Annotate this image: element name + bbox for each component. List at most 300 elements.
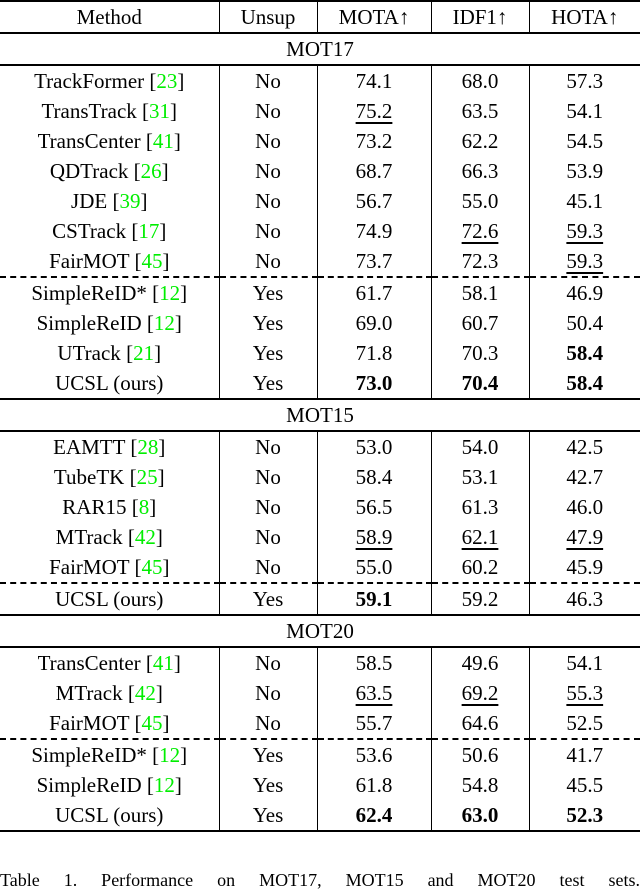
metric-value: 63.5 xyxy=(461,99,499,123)
citation-bracket-open: [ xyxy=(133,159,141,183)
method-cell xyxy=(0,678,219,708)
method-cell xyxy=(0,156,219,186)
mota-cell xyxy=(317,492,431,522)
metric-value: 55.3 xyxy=(566,681,604,705)
metric-value: 64.6 xyxy=(461,711,499,735)
method-cell xyxy=(0,96,219,126)
citation-bracket-open: [ xyxy=(131,219,139,243)
table-row xyxy=(0,368,640,399)
metric-value: 70.4 xyxy=(461,371,499,395)
citation-bracket-open: [ xyxy=(145,651,153,675)
method-cell xyxy=(0,186,219,216)
metric-value: 47.9 xyxy=(566,525,604,549)
hota-cell xyxy=(529,492,640,522)
idf1-cell xyxy=(431,277,529,308)
idf1-cell xyxy=(431,647,529,678)
idf1-cell xyxy=(431,65,529,96)
hota-cell xyxy=(529,647,640,678)
citation-bracket-close: ] xyxy=(140,189,148,213)
idf1-cell xyxy=(431,308,529,338)
table-row xyxy=(0,277,640,308)
method-cell xyxy=(0,246,219,277)
col-header-hota: HOTA↑ xyxy=(529,1,640,33)
metric-value: 70.3 xyxy=(461,341,499,365)
method-name: UTrack xyxy=(57,341,121,365)
citation-bracket-close: ] xyxy=(154,341,162,365)
citation-link[interactable]: 45 xyxy=(141,555,163,579)
hota-cell xyxy=(529,800,640,831)
unsup-cell: Yes xyxy=(219,308,317,338)
unsup-cell: No xyxy=(219,156,317,186)
method-cell xyxy=(0,65,219,96)
table-row xyxy=(0,186,640,216)
idf1-cell xyxy=(431,583,529,615)
citation-link[interactable]: 41 xyxy=(152,129,174,153)
citation-bracket-close: ] xyxy=(173,129,181,153)
method-name: EAMTT xyxy=(53,435,126,459)
method-name: MTrack xyxy=(55,525,123,549)
method-name: FairMOT xyxy=(49,711,130,735)
section-title: MOT20 xyxy=(0,615,640,647)
idf1-cell xyxy=(431,552,529,583)
metric-value: 73.2 xyxy=(355,129,393,153)
metric-value: 58.5 xyxy=(355,651,393,675)
metric-value: 59.3 xyxy=(566,219,604,243)
idf1-cell xyxy=(431,246,529,277)
section-header-row xyxy=(0,399,640,431)
method-name: FairMOT xyxy=(49,555,130,579)
table-row xyxy=(0,246,640,277)
method-cell xyxy=(0,277,219,308)
table-row xyxy=(0,647,640,678)
metric-value: 71.8 xyxy=(355,341,393,365)
citation-bracket-open: [ xyxy=(126,341,134,365)
metric-value: 58.4 xyxy=(355,465,393,489)
metric-value: 52.3 xyxy=(566,803,604,827)
table-row xyxy=(0,338,640,368)
method-name: CSTrack xyxy=(52,219,127,243)
citation-link[interactable]: 45 xyxy=(141,711,163,735)
metric-value: 45.1 xyxy=(566,189,604,213)
citation-link[interactable]: 8 xyxy=(138,495,150,519)
hota-cell xyxy=(529,338,640,368)
citation-bracket-open: [ xyxy=(146,773,154,797)
idf1-cell xyxy=(431,492,529,522)
metric-value: 59.1 xyxy=(355,587,393,611)
method-name: JDE xyxy=(71,189,108,213)
citation-link[interactable]: 23 xyxy=(156,69,178,93)
hota-cell xyxy=(529,462,640,492)
unsup-cell: No xyxy=(219,96,317,126)
idf1-cell xyxy=(431,708,529,739)
method-cell xyxy=(0,552,219,583)
mota-cell xyxy=(317,583,431,615)
citation-bracket-open: [ xyxy=(129,465,137,489)
section-header-row xyxy=(0,615,640,647)
citation-link[interactable]: 31 xyxy=(149,99,171,123)
metric-value: 69.0 xyxy=(355,311,393,335)
table-caption: Table 1. Performance on MOT17, MOT15 and MOT20 test sets. xyxy=(0,870,640,890)
metric-value: 55.0 xyxy=(355,555,393,579)
section-title: MOT15 xyxy=(0,399,640,431)
hota-cell xyxy=(529,65,640,96)
metric-value: 55.7 xyxy=(355,711,393,735)
metric-value: 60.2 xyxy=(461,555,499,579)
hota-cell xyxy=(529,368,640,399)
mota-cell xyxy=(317,431,431,462)
unsup-cell: No xyxy=(219,246,317,277)
hota-cell xyxy=(529,739,640,770)
idf1-cell xyxy=(431,368,529,399)
metric-value: 68.7 xyxy=(355,159,393,183)
method-cell xyxy=(0,770,219,800)
table-header-row xyxy=(0,1,640,33)
metric-value: 53.9 xyxy=(566,159,604,183)
hota-cell xyxy=(529,583,640,615)
unsup-cell: Yes xyxy=(219,800,317,831)
metric-value: 62.1 xyxy=(461,525,499,549)
hota-cell xyxy=(529,126,640,156)
metric-value: 73.0 xyxy=(355,371,393,395)
idf1-cell xyxy=(431,126,529,156)
citation-link[interactable]: 42 xyxy=(134,681,156,705)
metric-value: 53.1 xyxy=(461,465,499,489)
method-name: QDTrack xyxy=(49,159,129,183)
method-name: SimpleReID* xyxy=(31,281,147,305)
mota-cell xyxy=(317,156,431,186)
metric-value: 41.7 xyxy=(566,743,604,767)
unsup-cell: No xyxy=(219,708,317,739)
table-row xyxy=(0,800,640,831)
hota-cell xyxy=(529,552,640,583)
mota-cell xyxy=(317,96,431,126)
unsup-cell: No xyxy=(219,431,317,462)
table-row xyxy=(0,739,640,770)
method-name: UCSL (ours) xyxy=(55,371,164,395)
citation-bracket-close: ] xyxy=(173,651,181,675)
metric-value: 54.1 xyxy=(566,651,604,675)
metric-value: 50.4 xyxy=(566,311,604,335)
method-cell xyxy=(0,216,219,246)
method-name: RAR15 xyxy=(62,495,127,519)
mota-cell xyxy=(317,522,431,552)
method-cell xyxy=(0,583,219,615)
metric-value: 69.2 xyxy=(461,681,499,705)
unsup-cell: No xyxy=(219,522,317,552)
method-name: SimpleReID xyxy=(36,773,142,797)
citation-bracket-close: ] xyxy=(162,555,170,579)
metric-value: 59.3 xyxy=(566,249,604,273)
metric-value: 61.3 xyxy=(461,495,499,519)
citation-link[interactable]: 39 xyxy=(119,189,141,213)
method-name: TransCenter xyxy=(37,129,141,153)
citation-bracket-open: [ xyxy=(112,189,120,213)
mota-cell xyxy=(317,770,431,800)
unsup-cell: Yes xyxy=(219,770,317,800)
section-header-row xyxy=(0,33,640,65)
mota-cell xyxy=(317,338,431,368)
citation-bracket-open: [ xyxy=(127,525,135,549)
method-cell xyxy=(0,492,219,522)
method-cell xyxy=(0,338,219,368)
unsup-cell: No xyxy=(219,462,317,492)
section-title: MOT17 xyxy=(0,33,640,65)
table-row xyxy=(0,308,640,338)
method-name: SimpleReID xyxy=(36,311,142,335)
citation-link[interactable]: 12 xyxy=(159,743,181,767)
table-row xyxy=(0,96,640,126)
table-row xyxy=(0,126,640,156)
citation-bracket-close: ] xyxy=(161,159,169,183)
metric-value: 62.2 xyxy=(461,129,499,153)
metric-value: 63.0 xyxy=(461,803,499,827)
hota-cell xyxy=(529,186,640,216)
citation-link[interactable]: 12 xyxy=(159,281,181,305)
idf1-cell xyxy=(431,522,529,552)
citation-link[interactable]: 42 xyxy=(134,525,156,549)
table-row xyxy=(0,462,640,492)
method-cell xyxy=(0,431,219,462)
method-cell xyxy=(0,647,219,678)
metric-value: 45.5 xyxy=(566,773,604,797)
hota-cell xyxy=(529,246,640,277)
table-row xyxy=(0,770,640,800)
hota-cell xyxy=(529,308,640,338)
metric-value: 66.3 xyxy=(461,159,499,183)
citation-bracket-close: ] xyxy=(149,495,157,519)
table-row xyxy=(0,678,640,708)
mota-cell xyxy=(317,65,431,96)
citation-link[interactable]: 12 xyxy=(153,773,175,797)
idf1-cell xyxy=(431,739,529,770)
mota-cell xyxy=(317,739,431,770)
hota-cell xyxy=(529,431,640,462)
metric-value: 54.1 xyxy=(566,99,604,123)
method-cell xyxy=(0,522,219,552)
citation-bracket-close: ] xyxy=(174,773,182,797)
metric-value: 49.6 xyxy=(461,651,499,675)
metric-value: 56.5 xyxy=(355,495,393,519)
idf1-cell xyxy=(431,431,529,462)
method-cell xyxy=(0,739,219,770)
citation-bracket-open: [ xyxy=(152,281,160,305)
citation-bracket-open: [ xyxy=(142,99,150,123)
method-name: TransCenter xyxy=(37,651,141,675)
method-name: TrackFormer xyxy=(34,69,145,93)
citation-bracket-close: ] xyxy=(157,465,165,489)
mota-cell xyxy=(317,678,431,708)
citation-bracket-open: [ xyxy=(134,555,142,579)
metric-value: 61.8 xyxy=(355,773,393,797)
citation-link[interactable]: 45 xyxy=(141,249,163,273)
metric-value: 53.0 xyxy=(355,435,393,459)
hota-cell xyxy=(529,770,640,800)
metric-value: 42.7 xyxy=(566,465,604,489)
metric-value: 56.7 xyxy=(355,189,393,213)
unsup-cell: No xyxy=(219,678,317,708)
idf1-cell xyxy=(431,216,529,246)
metric-value: 45.9 xyxy=(566,555,604,579)
citation-bracket-open: [ xyxy=(146,311,154,335)
unsup-cell: No xyxy=(219,216,317,246)
metric-value: 53.6 xyxy=(355,743,393,767)
unsup-cell: No xyxy=(219,186,317,216)
metric-value: 60.7 xyxy=(461,311,499,335)
idf1-cell xyxy=(431,96,529,126)
unsup-cell: Yes xyxy=(219,739,317,770)
method-cell xyxy=(0,462,219,492)
table-row xyxy=(0,492,640,522)
method-name: TubeTK xyxy=(53,465,125,489)
table-row xyxy=(0,552,640,583)
citation-bracket-open: [ xyxy=(152,743,160,767)
method-name: UCSL (ours) xyxy=(55,803,164,827)
citation-bracket-close: ] xyxy=(162,711,170,735)
mota-cell xyxy=(317,647,431,678)
citation-link[interactable]: 41 xyxy=(152,651,174,675)
unsup-cell: Yes xyxy=(219,583,317,615)
metric-value: 58.1 xyxy=(461,281,499,305)
idf1-cell xyxy=(431,462,529,492)
metric-value: 58.4 xyxy=(566,341,604,365)
method-cell xyxy=(0,800,219,831)
metric-value: 54.5 xyxy=(566,129,604,153)
metric-value: 58.9 xyxy=(355,525,393,549)
idf1-cell xyxy=(431,156,529,186)
citation-bracket-close: ] xyxy=(159,219,167,243)
mota-cell xyxy=(317,246,431,277)
metric-value: 58.4 xyxy=(566,371,604,395)
unsup-cell: No xyxy=(219,552,317,583)
table-row xyxy=(0,65,640,96)
unsup-cell: Yes xyxy=(219,338,317,368)
hota-cell xyxy=(529,678,640,708)
col-header-unsup: Unsup xyxy=(219,1,317,33)
metric-value: 46.9 xyxy=(566,281,604,305)
metric-value: 57.3 xyxy=(566,69,604,93)
citation-link[interactable]: 12 xyxy=(153,311,175,335)
metric-value: 62.4 xyxy=(355,803,393,827)
metric-value: 74.1 xyxy=(355,69,393,93)
method-name: MTrack xyxy=(55,681,123,705)
unsup-cell: No xyxy=(219,126,317,156)
method-cell xyxy=(0,368,219,399)
mota-cell xyxy=(317,308,431,338)
idf1-cell xyxy=(431,678,529,708)
metric-value: 74.9 xyxy=(355,219,393,243)
unsup-cell: Yes xyxy=(219,368,317,399)
table-row xyxy=(0,583,640,615)
unsup-cell: No xyxy=(219,647,317,678)
metric-value: 72.6 xyxy=(461,219,499,243)
mota-cell xyxy=(317,186,431,216)
mota-cell xyxy=(317,800,431,831)
citation-bracket-close: ] xyxy=(174,311,182,335)
table-row xyxy=(0,216,640,246)
unsup-cell: Yes xyxy=(219,277,317,308)
table-row xyxy=(0,522,640,552)
citation-bracket-open: [ xyxy=(131,495,139,519)
table-row xyxy=(0,156,640,186)
metric-value: 73.7 xyxy=(355,249,393,273)
metric-value: 54.8 xyxy=(461,773,499,797)
metric-value: 59.2 xyxy=(461,587,499,611)
method-cell xyxy=(0,308,219,338)
metric-value: 61.7 xyxy=(355,281,393,305)
citation-bracket-open: [ xyxy=(127,681,135,705)
citation-bracket-close: ] xyxy=(158,435,166,459)
citation-bracket-open: [ xyxy=(134,249,142,273)
method-name: TransTrack xyxy=(41,99,137,123)
citation-bracket-open: [ xyxy=(145,129,153,153)
table-row xyxy=(0,431,640,462)
metric-value: 68.0 xyxy=(461,69,499,93)
idf1-cell xyxy=(431,770,529,800)
unsup-cell: No xyxy=(219,492,317,522)
citation-bracket-close: ] xyxy=(170,99,178,123)
hota-cell xyxy=(529,216,640,246)
citation-link[interactable]: 17 xyxy=(138,219,160,243)
idf1-cell xyxy=(431,800,529,831)
citation-bracket-open: [ xyxy=(149,69,157,93)
metric-value: 54.0 xyxy=(461,435,499,459)
hota-cell xyxy=(529,708,640,739)
citation-bracket-close: ] xyxy=(162,249,170,273)
mota-cell xyxy=(317,126,431,156)
mota-cell xyxy=(317,708,431,739)
citation-link[interactable]: 21 xyxy=(133,341,155,365)
metric-value: 63.5 xyxy=(355,681,393,705)
method-name: SimpleReID* xyxy=(31,743,147,767)
table-row xyxy=(0,708,640,739)
idf1-cell xyxy=(431,338,529,368)
citation-bracket-close: ] xyxy=(180,281,188,305)
col-header-method: Method xyxy=(0,1,219,33)
metric-value: 46.0 xyxy=(566,495,604,519)
citation-link[interactable]: 25 xyxy=(136,465,158,489)
citation-bracket-open: [ xyxy=(130,435,138,459)
hota-cell xyxy=(529,522,640,552)
hota-cell xyxy=(529,96,640,126)
method-cell xyxy=(0,708,219,739)
unsup-cell: No xyxy=(219,65,317,96)
col-header-idf1: IDF1↑ xyxy=(431,1,529,33)
mota-cell xyxy=(317,368,431,399)
hota-cell xyxy=(529,156,640,186)
mota-cell xyxy=(317,216,431,246)
citation-link[interactable]: 28 xyxy=(137,435,159,459)
method-name: FairMOT xyxy=(49,249,130,273)
method-cell xyxy=(0,126,219,156)
metric-value: 52.5 xyxy=(566,711,604,735)
metric-value: 55.0 xyxy=(461,189,499,213)
mota-cell xyxy=(317,277,431,308)
metric-value: 46.3 xyxy=(566,587,604,611)
method-name: UCSL (ours) xyxy=(55,587,164,611)
mota-cell xyxy=(317,462,431,492)
citation-bracket-open: [ xyxy=(134,711,142,735)
citation-bracket-close: ] xyxy=(180,743,188,767)
citation-link[interactable]: 26 xyxy=(140,159,162,183)
citation-bracket-close: ] xyxy=(177,69,185,93)
col-header-mota: MOTA↑ xyxy=(317,1,431,33)
idf1-cell xyxy=(431,186,529,216)
metric-value: 42.5 xyxy=(566,435,604,459)
metric-value: 50.6 xyxy=(461,743,499,767)
metric-value: 72.3 xyxy=(461,249,499,273)
citation-bracket-close: ] xyxy=(155,681,163,705)
citation-bracket-close: ] xyxy=(155,525,163,549)
